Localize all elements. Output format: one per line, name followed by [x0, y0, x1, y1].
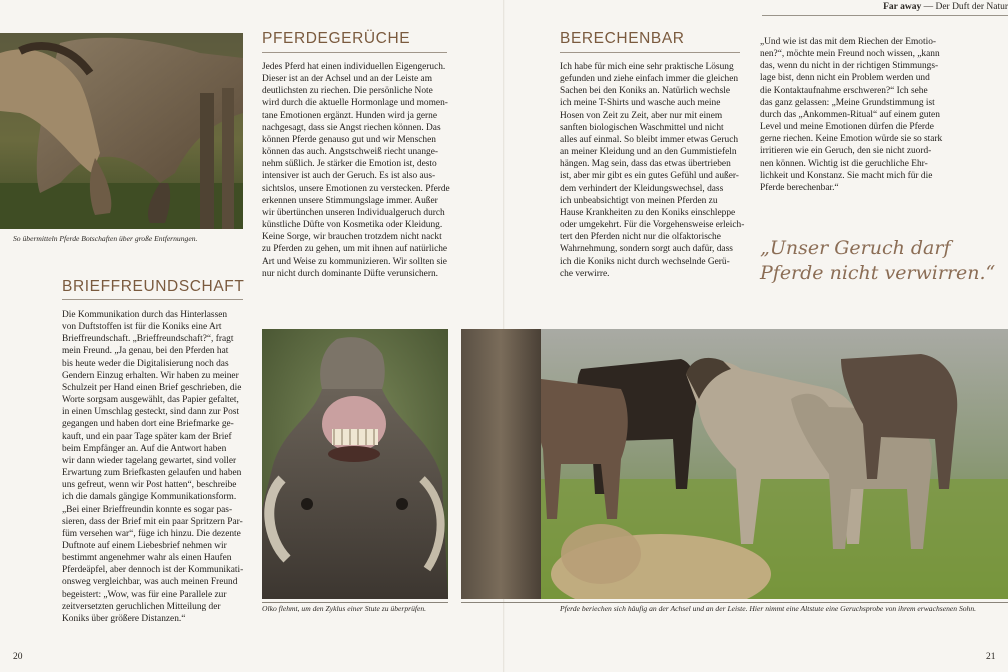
pull-quote-line1: „Unser Geruch darf: [760, 237, 951, 259]
running-head-rule: [762, 15, 1008, 16]
text-line: bis heute weder die Digitalisierung noch das: [62, 358, 229, 369]
text-line: Gendern Einzug erhalten. Wir haben zu meiner: [62, 370, 239, 381]
text-line: kauft, und ein paar Tage später kam der Brief: [62, 431, 232, 442]
text-line: ich die damals gängige Kommunikationsform.: [62, 492, 237, 503]
text-line: deutlichsten zu riechen. Die persönliche Note: [262, 86, 433, 97]
text-line: Die Kommunikation durch das Hinterlassen: [62, 310, 228, 320]
text-line: Schulzeit per Hand einen Brief geschrieben, die: [62, 382, 242, 393]
text-line: Keine Sorge, wir brauchen trotzdem nicht nackt: [262, 232, 442, 243]
text-line: Pferdeäpfel, aber dennoch ist der Kommunikati-: [62, 565, 244, 576]
text-line: zu Pferden zu gehen, um mit ihnen auf natürliche: [262, 244, 448, 255]
text-line: „Und wie ist das mit dem Riechen der Emotio-: [760, 37, 937, 47]
text-line: können Pferde genauso gut und wir Menschen: [262, 134, 436, 145]
text-line: Level und meine Emotionen dürfen die Pferde: [760, 122, 934, 133]
text-line: Sachen bei den Koniks an. Natürlich wechsle: [560, 86, 730, 97]
caption-rule-photo3: [461, 602, 1008, 603]
text-line: ist, aber mir gibt es ein gutes Gefühl und außer-: [560, 171, 739, 182]
text-line: oder umgekehrt. Für die Vorgehensweise erleich-: [560, 220, 745, 231]
text-line: hängen. Mag sein, dass das etwas übertrieben: [560, 159, 731, 170]
text-line: lage bist, denn nicht ein Problem werden und: [760, 73, 930, 84]
text-line: Worte sorgsam ausgewählt, das Papier gefaltet,: [62, 395, 239, 406]
text-line: sanften biologischen Waschmittel und nicht: [560, 122, 724, 133]
text-line: uns gefreut, wenn wir Post hatten“, beschreibe: [62, 480, 237, 491]
running-head-chapter: Der Duft der Natur: [935, 2, 1008, 12]
photo-horse-herd: [461, 329, 1008, 599]
text-line: lichkeit und Konstanz. Sie macht mich für die: [760, 170, 933, 181]
text-line: nen?“, möchte mein Freund noch wissen, „kann: [760, 49, 940, 60]
text-line: nur nicht durch dominante Düfte verunsichern.: [262, 268, 438, 279]
text-line: an meiner Kleidung und an den Gummistiefeln: [560, 147, 737, 158]
text-line: ich meine T-Shirts und wasche auch meine: [560, 98, 721, 109]
text-line: Pferde berechenbar.“: [760, 182, 839, 193]
text-pferdegerueche: [262, 61, 457, 280]
heading-rule-berechenbar: [560, 52, 740, 53]
text-line: irritieren wie ein Geruch, den sie nicht zuord-: [760, 146, 932, 157]
text-line: gegangen und haben dort eine Briefmarke ge-: [62, 419, 234, 430]
text-line: nen können. Wichtig ist die geruchliche Ehr-: [760, 158, 928, 169]
text-line: dem verhindert der Kleidungswechsel, dass: [560, 183, 724, 194]
text-line: bestimmt angenehmer wahr als einen Haufen: [62, 553, 232, 564]
text-line: zeitversetzten geruchlichen Mitteilung der: [62, 601, 221, 612]
text-line: intensiver ist auch der Geruch. Es ist also aus-: [262, 171, 436, 182]
heading-pferdegerueche: PFERDEGERÜCHE: [262, 30, 411, 47]
text-line: sichtslos, unsere Emotionen zu verstecken. Pferde: [262, 183, 450, 194]
text-line: können das auch. Angstschweiß riecht unange-: [262, 147, 438, 158]
heading-rule-brieffreundschaft: [62, 299, 243, 300]
text-line: in einen Umschlag gesteckt, sind dann zur Post: [62, 407, 240, 418]
text-line: Brieffreundschaft. „Brieffreundschaft?“, fragt: [62, 334, 234, 345]
text-line: die Kontaktaufnahme erschweren?“ Ich sehe: [760, 85, 928, 96]
caption-photo2: Olko flehmt, um den Zyklus einer Stute zu überprüfen.: [262, 604, 427, 613]
heading-berechenbar: BERECHENBAR: [560, 30, 685, 47]
text-line: onsweg vergleichbar, was auch meinen Freund: [62, 577, 238, 588]
text-line: Koniks über größere Distanzen.“: [62, 613, 186, 624]
text-berechenbar: [560, 61, 755, 280]
text-line: das, wenn du nicht in der richtigen Stimmungs-: [760, 61, 939, 72]
text-line: Duftnote auf einem Liebesbrief nehmen wir: [62, 540, 227, 551]
text-line: wir übertünchen unseren Individualgeruch durch: [262, 207, 445, 218]
heading-brieffreundschaft: BRIEFFREUNDSCHAFT: [62, 278, 245, 295]
text-line: Wahrnehmung, sondern sorgt auch dafür, dass: [560, 244, 733, 255]
text-line: das ganz gelassen: „Meine Grundstimmung ist: [760, 97, 935, 108]
page-number-left: 20: [13, 652, 23, 662]
text-line: nehm süßlich. Je stärker die Emotion ist, desto: [262, 159, 437, 170]
text-line: mein Freund. „Ja genau, bei den Pferden hat: [62, 346, 229, 357]
running-head: [762, 2, 1008, 12]
text-line: durch das „Ankommen-Ritual“ auf einem guten: [760, 109, 940, 120]
photo-grazing-horses: [0, 33, 243, 229]
text-line: tane Emotionen ergänzt. Hunden wird ja gerne: [262, 110, 438, 121]
text-line: ich unbeabsichtigt von meinen Pferden zu: [560, 195, 718, 206]
text-line: ich die Koniks nicht durch wechselnde Gerü-: [560, 256, 730, 267]
text-column-four: [760, 36, 955, 194]
caption-photo1: So übermitteln Pferde Botschaften über große Entfernungen.: [13, 234, 198, 243]
running-head-separator: —: [923, 2, 934, 12]
text-line: „Bei einer Brieffreundin konnte es sogar pas-: [62, 504, 233, 515]
page-number-right: 21: [986, 652, 996, 662]
heading-rule-pferdegerueche: [262, 52, 447, 53]
text-line: begeistert: „Wow, was für eine Parallele zur: [62, 589, 227, 600]
text-line: tert den Pferden nicht nur die olfaktorische: [560, 232, 721, 243]
text-line: künstliche Düfte von Kosmetika oder Kleidung.: [262, 220, 443, 231]
text-line: Hosen von Zeit zu Zeit, aber nur mit einem: [560, 110, 723, 121]
text-line: Art und Weise zu kommunizieren. Wir sollten sie: [262, 256, 447, 267]
pull-quote-line2: Pferde nicht verwirren.“: [760, 262, 996, 284]
text-line: von Duftstoffen ist für die Koniks eine Art: [62, 322, 222, 333]
text-line: Ich habe für mich eine sehr praktische Lösung: [560, 62, 734, 72]
text-line: che verwirre.: [560, 268, 610, 279]
text-line: nachgesagt, dass sie Angst riechen können. Das: [262, 122, 441, 133]
caption-rule-photo2: [262, 602, 448, 603]
text-line: Jedes Pferd hat einen individuellen Eigengeruch.: [262, 62, 446, 72]
text-line: Hause Krankheiten zu den Koniks einschleppe: [560, 207, 736, 218]
text-line: alles auf einmal. So bleibt immer etwas Geruch: [560, 134, 739, 145]
text-line: beim Empfänger an. Auf die Antwort haben: [62, 443, 227, 454]
text-line: gerne riechen. Keine Emotion würde sie so stark: [760, 134, 943, 145]
caption-photo3: Pferde beriechen sich häufig an der Achsel und an der Leiste. Hier nimmt eine Altstute eine Geruchsprobe von ihrem erwachsenen Sohn.: [560, 604, 977, 613]
text-line: Erwartung zum Briefkasten gelaufen und haben: [62, 468, 242, 479]
text-line: gefunden und ziehe einfach immer die gleichen: [560, 74, 739, 85]
running-head-section: Far away: [883, 2, 922, 12]
text-line: wir dann wieder tagelang gewartet, sind voller: [62, 455, 237, 466]
photo-flehmen-horse: [262, 329, 448, 599]
pull-quote: [760, 236, 995, 286]
text-line: erkennen unsere Stimmungslage immer. Außer: [262, 195, 438, 206]
text-line: wird durch die aktuelle Hormonlage und momen-: [262, 98, 448, 109]
text-line: sieren, dass der Brief mit ein paar Spritzern Par-: [62, 516, 243, 527]
text-line: Dieser ist an der Achsel und an der Leiste am: [262, 74, 432, 85]
text-brieffreundschaft: [62, 309, 252, 625]
text-line: füm versehen war“, füge ich hinzu. Die dezente: [62, 528, 241, 539]
